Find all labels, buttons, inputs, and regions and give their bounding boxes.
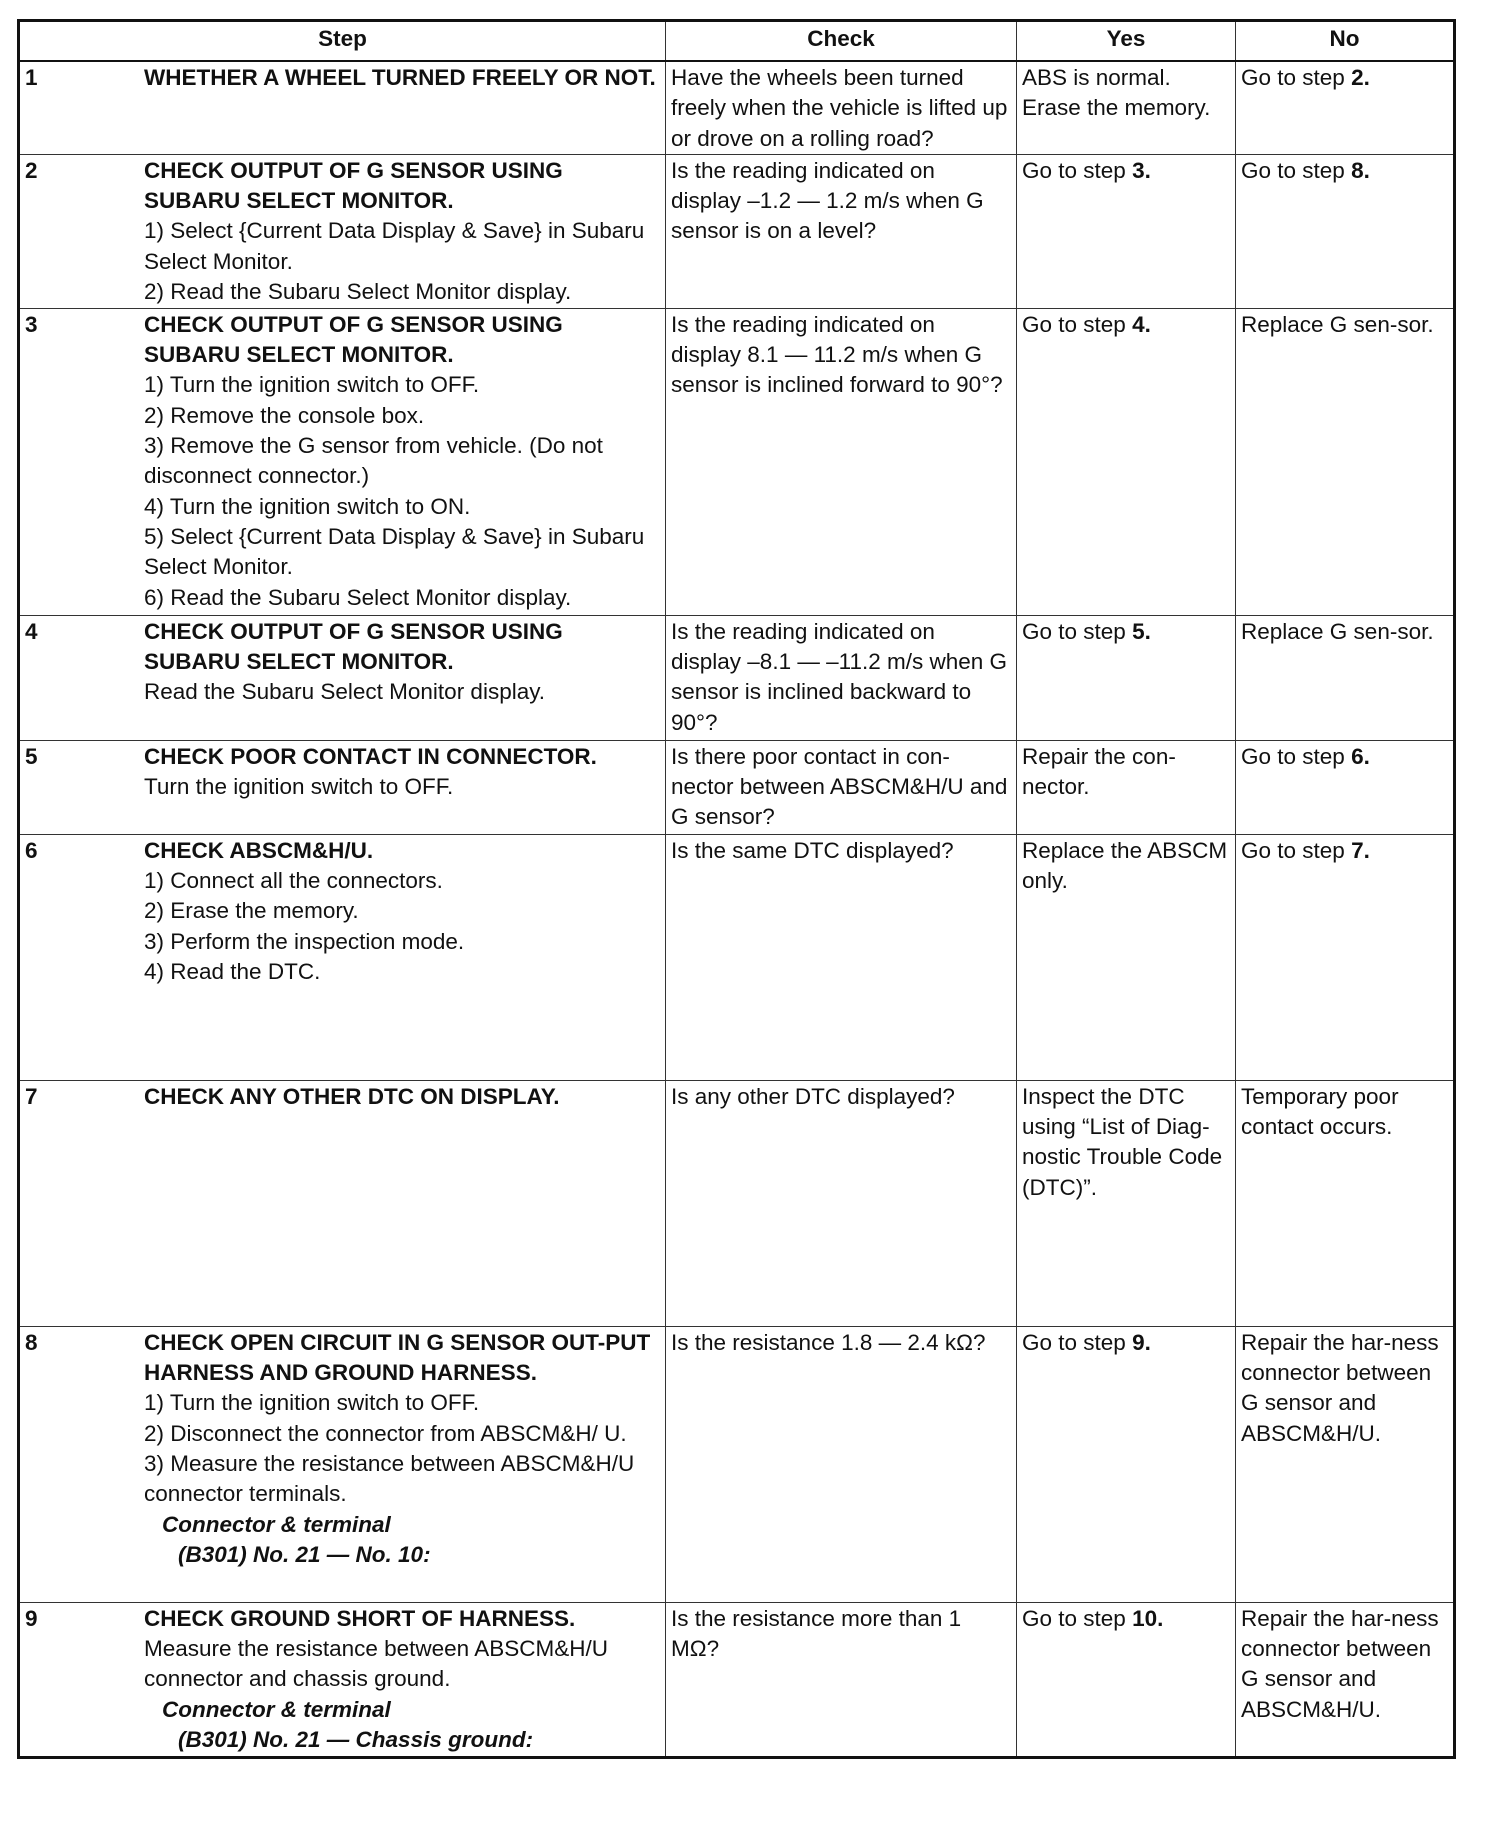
check-cell: Is the reading indicated on display 8.1 — 11.2 m/s when G sensor is inclined forward to 90°? bbox=[666, 308, 1017, 615]
yes-step-ref: 9 bbox=[1132, 1329, 1145, 1355]
step-number: 2 bbox=[25, 157, 38, 183]
yes-cell bbox=[1017, 308, 1236, 615]
table-row bbox=[19, 1080, 1455, 1326]
step-instruction: 2) Erase the memory. bbox=[144, 898, 359, 924]
step-instruction: 3) Perform the inspection mode. bbox=[144, 928, 465, 954]
check-cell: Have the wheels been turned freely when the vehicle is lifted up or drove on a rolling road? bbox=[666, 61, 1017, 154]
yes-cell bbox=[1017, 1602, 1236, 1757]
yes-cell bbox=[1017, 154, 1236, 308]
no-step-ref: 8 bbox=[1351, 157, 1364, 183]
step-instruction: 1) Connect all the connectors. bbox=[144, 868, 443, 894]
step-number: 5 bbox=[25, 743, 38, 769]
yes-step-ref: 5 bbox=[1132, 618, 1145, 644]
connector-terminal-spec: (B301) No. 21 — No. 10: bbox=[178, 1541, 431, 1567]
step-cell bbox=[19, 740, 666, 834]
step-title: CHECK ANY OTHER DTC ON DISPLAY. bbox=[144, 1083, 560, 1109]
step-instruction: 1) Turn the ignition switch to OFF. bbox=[144, 1390, 480, 1416]
step-instruction: 5) Select {Current Data Display & Save} in Subaru Select Monitor. bbox=[144, 523, 645, 580]
no-step-ref: 2 bbox=[1351, 65, 1364, 90]
step-title: CHECK ABSCM&H/U. bbox=[144, 837, 374, 863]
connector-terminal-heading: Connector & terminal bbox=[162, 1696, 391, 1722]
yes-text: Go to step bbox=[1022, 618, 1133, 644]
step-title: CHECK GROUND SHORT OF HARNESS. bbox=[144, 1605, 576, 1631]
header-check: Check bbox=[666, 21, 1017, 62]
no-suffix: . bbox=[1363, 65, 1370, 90]
step-title: CHECK OUTPUT OF G SENSOR USING SUBARU SELECT MONITOR. bbox=[144, 618, 563, 675]
no-cell: Replace G sen-sor. bbox=[1236, 308, 1455, 615]
yes-suffix: . bbox=[1144, 618, 1151, 644]
step-title: CHECK POOR CONTACT IN CONNECTOR. bbox=[144, 743, 597, 769]
step-cell bbox=[19, 1326, 666, 1602]
step-cell bbox=[19, 1602, 666, 1757]
no-cell: Repair the har-ness connector between G sensor and ABSCM&H/U. bbox=[1236, 1602, 1455, 1757]
check-cell: Is the reading indicated on display –1.2 — 1.2 m/s when G sensor is on a level? bbox=[666, 154, 1017, 308]
step-number: 8 bbox=[25, 1329, 38, 1355]
no-cell: Replace G sen-sor. bbox=[1236, 615, 1455, 740]
no-cell bbox=[1236, 61, 1455, 154]
step-cell bbox=[19, 308, 666, 615]
step-number: 6 bbox=[25, 837, 38, 863]
table-row bbox=[19, 61, 1455, 154]
step-instruction: 2) Read the Subaru Select Monitor display. bbox=[144, 279, 572, 305]
table-row bbox=[19, 740, 1455, 834]
step-cell bbox=[19, 61, 666, 154]
yes-step-ref: 3 bbox=[1132, 157, 1145, 183]
diagnostic-table bbox=[17, 19, 1456, 1759]
step-instruction: 3) Remove the G sensor from vehicle. (Do not disconnect connector.) bbox=[144, 433, 603, 489]
step-cell bbox=[19, 1080, 666, 1326]
yes-step-ref: 10 bbox=[1132, 1605, 1158, 1631]
no-cell: Temporary poor contact occurs. bbox=[1236, 1080, 1455, 1326]
no-step-ref: 7 bbox=[1351, 837, 1364, 863]
yes-cell: Inspect the DTC using “List of Diag-nostic Trouble Code (DTC)”. bbox=[1017, 1080, 1236, 1326]
yes-cell bbox=[1017, 1326, 1236, 1602]
step-instruction: 3) Measure the resistance between ABSCM&H/U connector terminals. bbox=[144, 1451, 635, 1507]
no-cell bbox=[1236, 154, 1455, 308]
header-no: No bbox=[1236, 21, 1455, 62]
table-row bbox=[19, 1602, 1455, 1757]
no-text: Go to step bbox=[1241, 743, 1352, 769]
step-number: 9 bbox=[25, 1605, 38, 1631]
table-row bbox=[19, 1326, 1455, 1602]
step-cell bbox=[19, 615, 666, 740]
table-row bbox=[19, 834, 1455, 1080]
check-cell: Is the same DTC displayed? bbox=[666, 834, 1017, 1080]
no-text: Go to step bbox=[1241, 65, 1352, 90]
yes-cell: ABS is normal. Erase the memory. bbox=[1017, 61, 1236, 154]
step-instruction: 2) Remove the console box. bbox=[144, 402, 425, 428]
yes-text: Go to step bbox=[1022, 1605, 1133, 1631]
yes-cell: Repair the con-nector. bbox=[1017, 740, 1236, 834]
yes-suffix: . bbox=[1157, 1605, 1164, 1631]
yes-text: Go to step bbox=[1022, 311, 1133, 337]
step-number: 3 bbox=[25, 311, 38, 337]
yes-cell bbox=[1017, 615, 1236, 740]
connector-terminal-spec: (B301) No. 21 — Chassis ground: bbox=[178, 1727, 534, 1753]
check-cell: Is there poor contact in con-nector between ABSCM&H/U and G sensor? bbox=[666, 740, 1017, 834]
table-row bbox=[19, 615, 1455, 740]
step-instruction: 2) Disconnect the connector from ABSCM&H/ U. bbox=[144, 1420, 627, 1446]
yes-text: Go to step bbox=[1022, 157, 1133, 183]
no-suffix: . bbox=[1363, 157, 1370, 183]
no-suffix: . bbox=[1363, 837, 1370, 863]
step-title: CHECK OPEN CIRCUIT IN G SENSOR OUT-PUT HARNESS AND GROUND HARNESS. bbox=[144, 1329, 651, 1386]
step-instruction: Measure the resistance between ABSCM&H/U connector and chassis ground. bbox=[144, 1636, 608, 1692]
step-title: CHECK OUTPUT OF G SENSOR USING SUBARU SELECT MONITOR. bbox=[144, 157, 563, 214]
header-step: Step bbox=[19, 21, 666, 62]
table-row bbox=[19, 154, 1455, 308]
step-number: 4 bbox=[25, 618, 38, 644]
step-instruction: 1) Turn the ignition switch to OFF. bbox=[144, 372, 480, 398]
step-title: CHECK OUTPUT OF G SENSOR USING SUBARU SELECT MONITOR. bbox=[144, 311, 563, 368]
yes-cell: Replace the ABSCM only. bbox=[1017, 834, 1236, 1080]
connector-terminal-heading: Connector & terminal bbox=[162, 1511, 391, 1537]
step-instruction: 4) Read the DTC. bbox=[144, 959, 321, 985]
yes-suffix: . bbox=[1144, 157, 1151, 183]
check-cell: Is the reading indicated on display –8.1 — –11.2 m/s when G sensor is inclined backward to 90°? bbox=[666, 615, 1017, 740]
table-row bbox=[19, 308, 1455, 615]
step-instruction: Read the Subaru Select Monitor display. bbox=[144, 679, 546, 705]
check-cell: Is the resistance 1.8 — 2.4 kΩ? bbox=[666, 1326, 1017, 1602]
no-suffix: . bbox=[1363, 743, 1370, 769]
no-text: Go to step bbox=[1241, 837, 1352, 863]
step-instruction: 1) Select {Current Data Display & Save} in Subaru Select Monitor. bbox=[144, 218, 645, 274]
check-cell: Is the resistance more than 1 MΩ? bbox=[666, 1602, 1017, 1757]
step-instruction: 4) Turn the ignition switch to ON. bbox=[144, 493, 471, 519]
no-cell bbox=[1236, 740, 1455, 834]
step-instruction: 6) Read the Subaru Select Monitor display. bbox=[144, 584, 572, 610]
step-title: WHETHER A WHEEL TURNED FREELY OR NOT. bbox=[144, 65, 656, 90]
step-cell bbox=[19, 834, 666, 1080]
no-text: Go to step bbox=[1241, 157, 1352, 183]
check-cell: Is any other DTC displayed? bbox=[666, 1080, 1017, 1326]
step-cell bbox=[19, 154, 666, 308]
step-instruction: Turn the ignition switch to OFF. bbox=[144, 774, 454, 800]
yes-suffix: . bbox=[1144, 1329, 1151, 1355]
no-cell bbox=[1236, 834, 1455, 1080]
no-cell: Repair the har-ness connector between G sensor and ABSCM&H/U. bbox=[1236, 1326, 1455, 1602]
step-number: 7 bbox=[25, 1083, 38, 1109]
yes-step-ref: 4 bbox=[1132, 311, 1145, 337]
header-row bbox=[19, 21, 1455, 62]
yes-text: Go to step bbox=[1022, 1329, 1133, 1355]
step-number: 1 bbox=[25, 65, 38, 90]
yes-suffix: . bbox=[1144, 311, 1151, 337]
header-yes: Yes bbox=[1017, 21, 1236, 62]
no-step-ref: 6 bbox=[1351, 743, 1364, 769]
